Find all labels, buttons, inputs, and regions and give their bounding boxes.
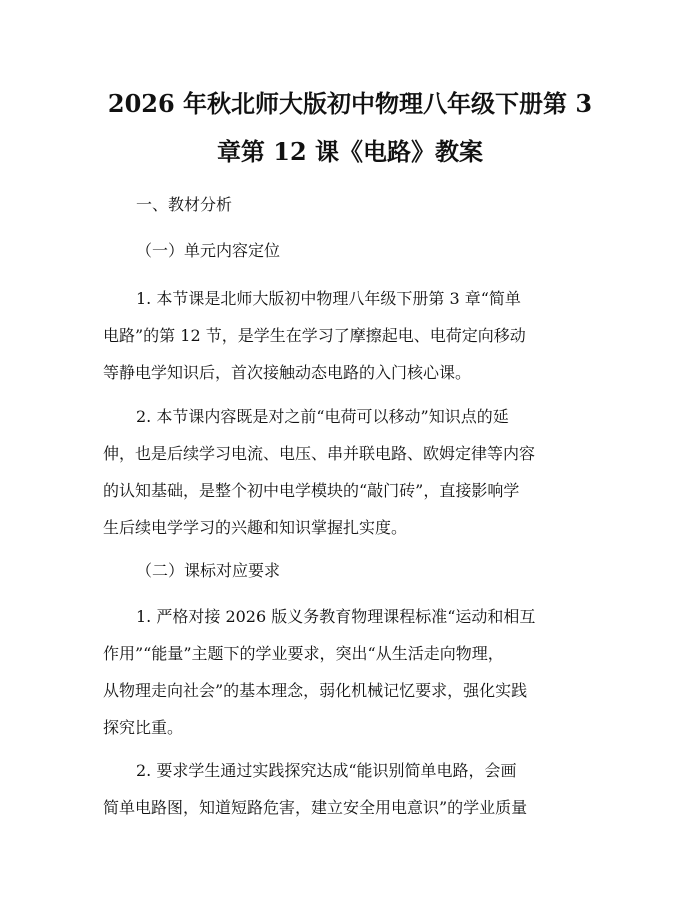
paragraph-line: 伸，也是后续学习电流、电压、串并联电路、欧姆定律等内容	[103, 444, 536, 463]
paragraph-line: 探究比重。	[103, 718, 184, 737]
paragraph-unit-2	[103, 398, 600, 546]
paragraph-line: 生后续电学学习的兴趣和知识掌握扎实度。	[103, 518, 408, 537]
title-line-2: 章第 12 课《电路》教案	[216, 137, 484, 166]
paragraph-line: 1. 本节课是北师大版初中物理八年级下册第 3 章“简单	[136, 289, 521, 308]
paragraph-line: 1. 严格对接 2026 版义务教育物理课程标准“运动和相互	[136, 607, 536, 626]
paragraph-line: 简单电路图，知道短路危害，建立安全用电意识”的学业质量	[103, 798, 528, 817]
paragraph-line: 的认知基础，是整个初中电学模块的“敲门砖”，直接影响学	[103, 481, 520, 500]
paragraph-line: 等静电学知识后，首次接触动态电路的入门核心课。	[103, 363, 472, 382]
paragraph-line: 从物理走向社会”的基本理念，弱化机械记忆要求，强化实践	[103, 681, 528, 700]
subsection-heading-curriculum	[103, 552, 600, 589]
paragraph-line: 2. 本节课内容既是对之前“电荷可以移动”知识点的延	[136, 407, 509, 426]
paragraph-curriculum-1	[103, 598, 600, 746]
subsection-heading: （一）单元内容定位	[136, 241, 281, 260]
paragraph-line: 作用”“能量”主题下的学业要求，突出“从生活走向物理，	[103, 644, 504, 663]
paragraph-line: 电路”的第 12 节，是学生在学习了摩擦起电、电荷定向移动	[103, 326, 526, 345]
section-heading-textbook-analysis	[103, 186, 600, 223]
paragraph-curriculum-2	[103, 752, 600, 826]
paragraph-unit-1	[103, 280, 600, 391]
subsection-heading: （二）课标对应要求	[136, 561, 281, 580]
section-heading: 一、教材分析	[136, 195, 233, 214]
document-title	[0, 80, 700, 176]
title-line-1: 2026 年秋北师大版初中物理八年级下册第 3	[107, 89, 593, 118]
subsection-heading-unit-positioning	[103, 232, 600, 269]
paragraph-line: 2. 要求学生通过实践探究达成“能识别简单电路，会画	[136, 761, 517, 780]
